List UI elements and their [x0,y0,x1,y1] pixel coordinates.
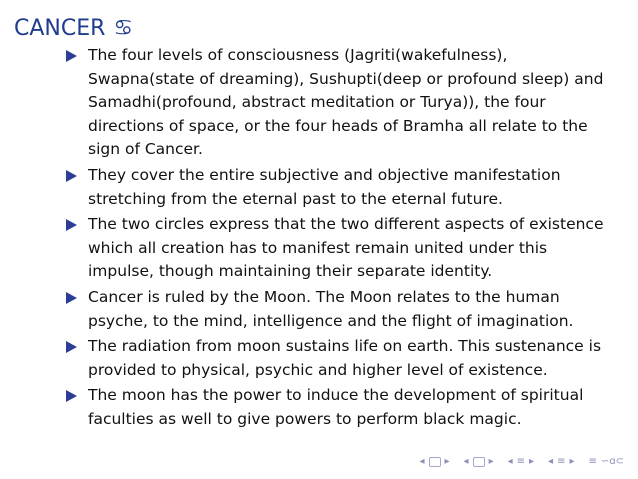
list-item-text: The moon has the power to induce the development of spiritual faculties as well to give powers to perform black magic. [88,386,584,428]
triangle-bullet-icon [66,390,77,402]
nav-search-icon[interactable]: ∽ɑ⊂ [600,456,624,467]
nav-subsection-forward-icon[interactable]: ▸ [569,456,575,467]
list-item [64,213,604,284]
list-item-text: The four levels of consciousness (Jagriti(wakefulness), Swapna(state of dreaming), Sushupti(deep or profound sleep) and Samadhi(profound, abstract meditation or Turya)), the four directions of space, or the four heads of Bramha all relate to the sign of Cancer. [88,46,604,159]
nav-first-icon[interactable]: ◂ [419,456,425,467]
triangle-bullet-icon [66,292,77,304]
nav-frame-icon[interactable] [473,457,485,467]
list-item [64,164,604,211]
nav-subsection-back-icon[interactable]: ◂ [548,456,554,467]
list-item-text: The two circles express that the two different aspects of existence which all creation has to manifest remain united under this impulse, though maintaining their separate identity. [88,215,604,281]
triangle-bullet-icon [66,170,77,182]
nav-subsection-icon[interactable]: ≡ [557,456,566,467]
list-item-text: The radiation from moon sustains life on earth. This sustenance is provided to physical, psychic and higher level of existence. [88,337,602,379]
list-item [64,384,604,431]
nav-frame-forward-icon[interactable]: ▸ [488,456,494,467]
nav-section-icon[interactable]: ≡ [516,456,526,467]
nav-frame-back-icon[interactable]: ◂ [463,456,469,467]
nav-next-icon[interactable]: ▸ [444,456,450,467]
list-item-text: They cover the entire subjective and objective manifestation stretching from the eternal past to the eternal future. [88,165,561,208]
triangle-bullet-icon [66,341,77,353]
triangle-bullet-icon [66,50,77,62]
list-item [64,335,604,382]
slide-title [14,14,133,44]
nav-prev-icon[interactable] [429,457,441,467]
nav-section-forward-icon[interactable]: ▸ [529,456,535,467]
list-item [64,286,604,333]
list-item [64,44,604,162]
beamer-navigation-bar [419,455,624,469]
triangle-bullet-icon [66,219,77,231]
cancer-symbol-icon: ♋ [113,16,134,41]
nav-section-back-icon[interactable]: ◂ [507,456,513,467]
bullet-list [64,44,604,432]
slide-title-text: CANCER [14,16,106,41]
nav-align-icon[interactable]: ≡ [588,456,597,467]
list-item-text: Cancer is ruled by the Moon. The Moon relates to the human psyche, to the mind, intelligence and the flight of imagination. [88,287,574,330]
